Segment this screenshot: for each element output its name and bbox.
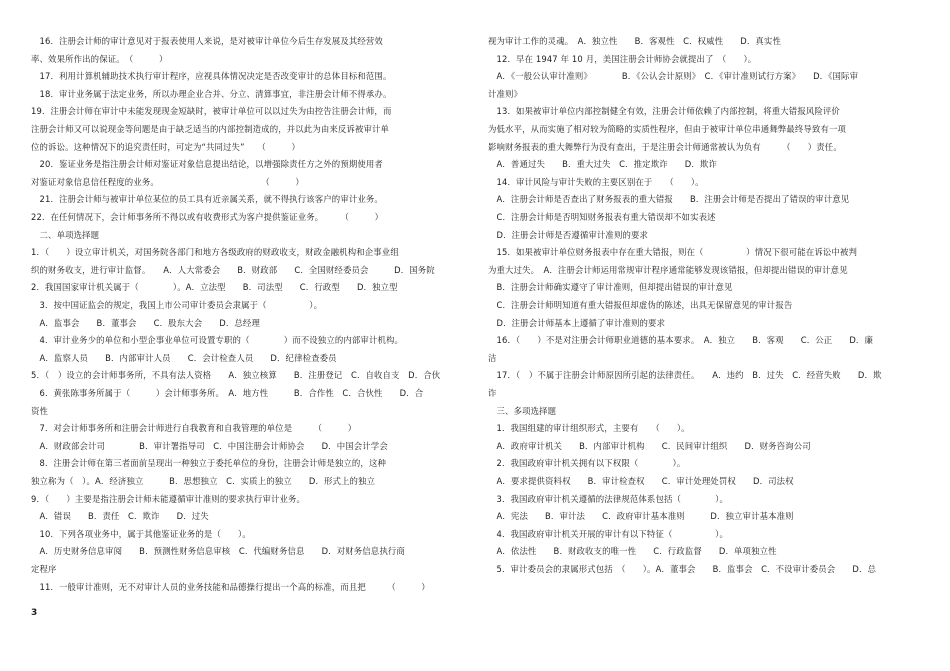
text-line: 1．（ ）设立审计机关，对国务院各部门和地方各级政府的财政收支，财政金融机构和企事业组 [31, 247, 399, 258]
text-line: A．财政部会计司 B．审计署指导司 C．中国注册会计师协会 D．中国会计学会 [31, 440, 388, 451]
text-line: 三、多项选择题 [488, 405, 557, 416]
text-line: 织的财务收支，进行审计监督。 A．人大常委会 B．财政部 C．全国财经委员会 D．国务院 [31, 264, 435, 275]
text-line: 诈 [488, 388, 497, 398]
text-line: 独立称为（ ）。A．经济独立 B．思想独立 C．实质上的独立 D．形式上的独立 [31, 476, 376, 486]
text-line: 位的诉讼。这种情况下的追究责任时，可定为“共同过失” （ ） [31, 141, 301, 152]
text-line: 11．一般审计准则，无不对审计人员的业务技能和品德操行提出一个高的标准，而且把 （ ） [31, 581, 430, 592]
text-line: 2．我国国家审计机关属于（ ）。A．立法型 B．司法型 C．行政型 D．独立型 [31, 282, 398, 293]
text-line: 5．审计委员会的隶属形式包括 （ ）。A．董事会 B．监事会 C．不设审计委员会 D．总 [488, 564, 877, 574]
text-line: 影响财务报表的重大舞弊行为没有查出，于是注册会计师通常被认为负有 （ ）责任。 [488, 141, 842, 152]
text-line: 17．利用计算机辅助技术执行审计程序，应视具体情况决定是否改变审计的总体目标和范围。 [31, 71, 392, 82]
text-line: 18．审计业务属于法定业务，所以办理企业合并、分立、清算事宜，非注册会计师不得承办。 [31, 88, 392, 99]
text-line: 率、效果所作出的保证。 （ ） [31, 53, 168, 64]
text-line: 12．早在 1947 年 10 月，美国注册会计师协会就提出了 （ ）。 [488, 53, 757, 64]
text-line: A．普通过失 B．重大过失 C．推定欺诈 D．欺诈 [488, 159, 717, 170]
text-line: 洁 [488, 352, 497, 363]
text-line: B．注册会计师确实遵守了审计准则，但却提出错误的审计意见 [488, 282, 733, 293]
text-line: A．错误 B．责任 C．欺诈 D．过失 [31, 511, 209, 522]
text-line: C．注册会计师明知道有重大错报但却虚伪的陈述，出具无保留意见的审计报告 [488, 300, 793, 310]
text-line: 资性 [31, 405, 49, 416]
text-line: 6．黄张陈事务所属于（ ）会计师事务所。 A．地方性 B．合作性 C．合伙性 D．合 [31, 388, 424, 398]
text-line: 13．如果被审计单位内部控制健全有效，注册会计师依赖了内部控制，将重大错报风险评价 [488, 106, 840, 117]
text-line: A．历史财务信息审阅 B．预测性财务信息审核 C．代编财务信息 D．对财务信息执行商 [31, 546, 405, 557]
text-line: D．注册会计师是否遵循审计准则的要求 [488, 229, 649, 240]
text-line: 19．注册会计师在审计中未能发现现金短缺时，被审计单位可以以过失为由控告注册会计师，而 [31, 106, 392, 117]
text-line: 为重大过失。 A．注册会计师运用常规审计程序通常能够发现该错报，但却提出错误的审计意见 [488, 264, 848, 275]
text-line: 4．我国政府审计机关开展的审计有以下特征（ ）。 [488, 528, 728, 539]
text-line: 21．注册会计师与被审计单位某位的员工具有近亲属关系，就不得执行该客户的审计业务。 [31, 194, 383, 205]
text-line: 20．鉴证业务是指注册会计师对鉴证对象信息提出结论，以增强除责任方之外的预期使用者 [31, 159, 383, 170]
text-line: A．政府审计机关 B．内部审计机构 C．民间审计组织 D．财务咨询公司 [488, 440, 811, 451]
text-line: A．要求提供资料权 B．审计检查权 C．审计处理处罚权 D．司法权 [488, 476, 794, 486]
text-line: 定程序 [31, 564, 57, 574]
text-line: 视为审计工作的灵魂。 A．独立性 B．客观性 C．权威性 D．真实性 [488, 36, 781, 46]
text-line: A．依法性 B．财政收支的唯一性 C．行政监督 D．单项独立性 [488, 546, 777, 557]
text-line: 10．下列各项业务中，属于其他鉴证业务的是（ ）。 [31, 528, 251, 539]
text-line: 计准则》 [488, 88, 523, 99]
text-line: 为低水平，从而实施了相对较为简略的实质性程序，但由于被审计单位串通舞弊最终导致有一项 [488, 124, 847, 134]
text-line: 17．（ ）不属于注册会计师原因所引起的法律责任。 A．违约 B．过失 C．经营失败 D．欺 [488, 370, 882, 381]
text-line: 注册会计师又可以说现金等问题是由于缺乏适当的内部控制造成的，并以此为由来反诉被审计单 [31, 124, 390, 134]
text-line: A．宪法 B．审计法 C．政府审计基本准则 D．独立审计基本准则 [488, 511, 794, 522]
page-number: 3 [31, 608, 38, 618]
text-line: 4．审计业务少的单位和小型企事业单位可设置专职的（ ）而不设独立的内部审计机构。 [31, 335, 404, 346]
text-line: A．监事会 B．董事会 C．股东大会 D．总经理 [31, 317, 260, 328]
text-line: D．注册会计师基本上遵循了审计准则的要求 [488, 317, 666, 328]
text-line: 二、单项选择题 [31, 229, 100, 240]
text-line: 3．按中国证监会的规定，我国上市公司审计委员会隶属于（ ）。 [31, 300, 323, 310]
text-line: 8．注册会计师在第三者面前呈现出一种独立于委托单位的身份，注册会计师是独立的，这种 [31, 458, 387, 469]
text-line: 9．（ ）主要是指注册会计师未能遵循审计准则的要求执行审计业务。 [31, 493, 306, 504]
text-line: A．《一般公认审计准则》 B．《公认会计原则》 C．《审计准则试行方案》 D．《国际审 [488, 71, 859, 82]
text-line: 1．我国组建的审计组织形式，主要有 （ ）。 [488, 423, 690, 434]
text-line: C．注册会计师是否明知财务报表有重大错误却不如实表述 [488, 212, 716, 222]
text-line: 16．（ ）不是对注册会计师职业道德的基本要求。 A．独立 B．客观 C．公正 D．廉 [488, 335, 873, 346]
text-line: A．注册会计师是否查出了财务报表的重大错报 B．注册会计师是否提出了错误的审计意见 [488, 194, 850, 205]
text-line: 3．我国政府审计机关遵循的法律规范体系包括（ ）。 [488, 493, 728, 504]
text-line: 22．在任何情况下，会计师事务所不得以或有收费形式为客户提供鉴证业务。 （ ） [31, 212, 384, 222]
text-line: 16．注册会计师的审计意见对于报表使用人来说，是对被审计单位今后生存发展及其经营效 [31, 36, 383, 46]
text-line: A．监察人员 B．内部审计人员 C．会计检查人员 D．纪律检查委员 [31, 352, 337, 363]
text-line: 7．对会计师事务所和注册会计师进行自我教育和自我管理的单位是 （ ） [31, 423, 357, 434]
text-line: 5．（ ）设立的会计师事务所，不具有法人资格 A．独立核算 B．注册登记 C．自收自支 D．合伙 [31, 370, 441, 381]
text-line: 15．如果被审计单位财务报表中存在重大错报，则在（ ）情况下很可能在诉讼中被判 [488, 247, 858, 258]
text-line: 2．我国政府审计机关拥有以下权限（ ）。 [488, 458, 686, 469]
text-line: 对鉴证对象信息信任程度的业务。 （ ） [31, 176, 304, 187]
text-line: 14．审计风险与审计失败的主要区别在于 （ ）。 [488, 176, 704, 187]
